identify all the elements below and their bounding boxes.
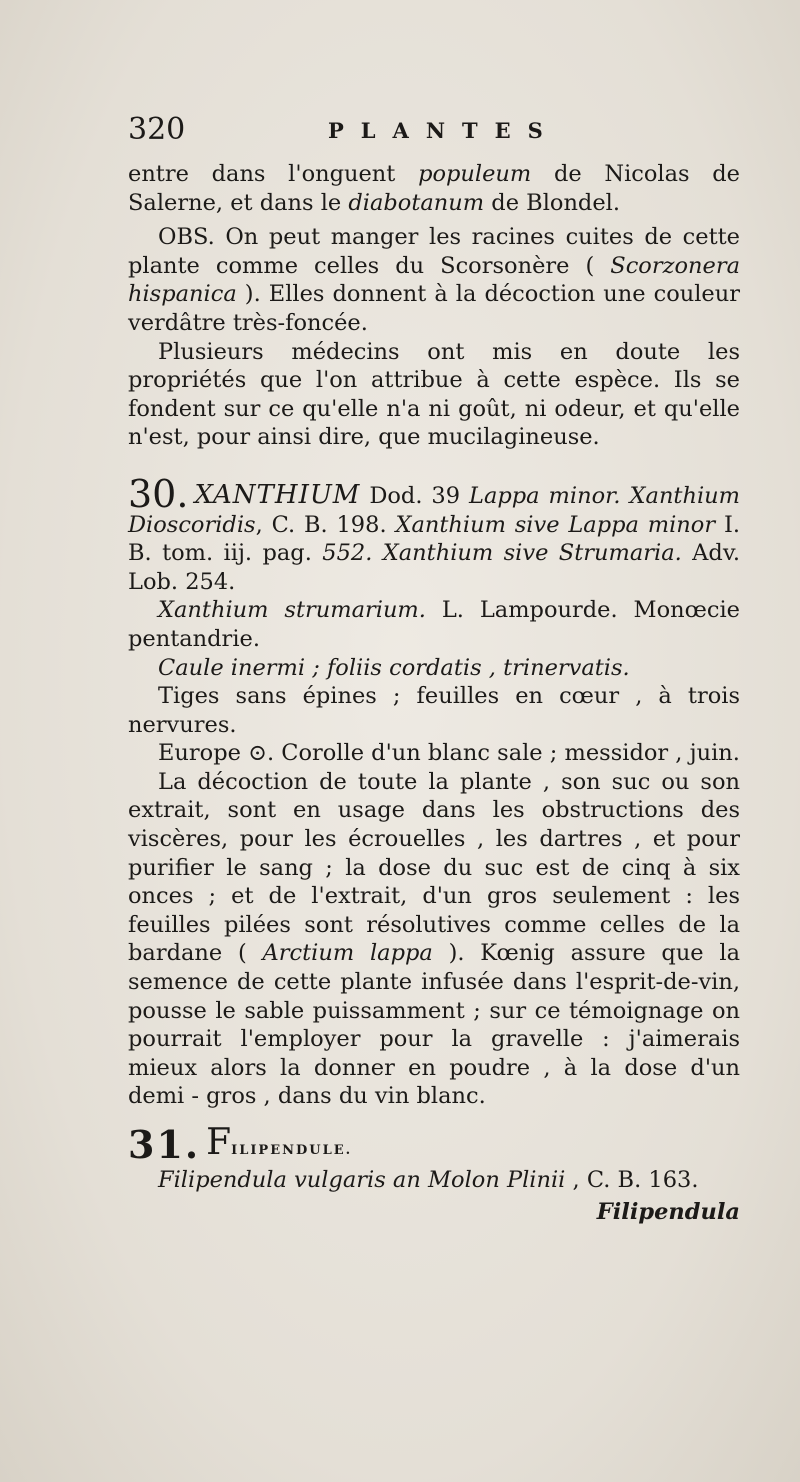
paragraph-continuation: entre dans l'onguent populeum de Nicolas de Salerne, et dans le diabotanum de Blondel. [128, 161, 740, 216]
entry-number: 31. [128, 1122, 201, 1167]
paragraph-properties: Plusieurs médecins ont mis en doute les propriétés que l'on attribue à cette espèce. Ils se fondent sur ce qu'elle n'a ni goût, ni odeur, et qu'elle n'est, pour ainsi dire, que mucilagineuse. [128, 338, 740, 451]
entry-30-heading: 30. XANTHIUM Dod. 39 Lappa minor. Xanthium Dioscoridis, C. B. 198. Xanthium sive Lappa minor I. B. tom. iij. pag. 552. Xanthium sive Strumaria. Adv. Lob. 254. [128, 471, 741, 595]
paragraph-french-description: Tiges sans épines ; feuilles en cœur , à trois nervures. [128, 683, 740, 738]
page-header [128, 112, 738, 152]
paragraph-uses: La décoction de toute la plante , son suc ou son extrait, sont en usage dans les obstructions des viscères, pour les écrouelles , les dartres , et pour purifier le sang ; la dose du suc est de cinq à six onces ; et de l'extrait, d'un gros seulement : les feuilles pilées sont résolutives comme celles de la bardane ( Arctium lappa ). Kœnig assure que la semence de cette plante infusée dans l'esprit-de-vin, pousse le sable puissamment ; sur ce témoignage on pourrait l'employer pour la gravelle : j'aimerais mieux alors la donner en poudre , à la dose d'un demi - gros , dans du vin blanc. [128, 768, 741, 1110]
entry-31-heading: 31. FILIPENDULE. [128, 1122, 353, 1167]
paragraph-latin-description: Caule inermi ; foliis cordatis , trinervatis. [158, 654, 630, 681]
entry-number: 30. [128, 471, 189, 516]
catchword: Filipendula [596, 1199, 740, 1226]
drop-initial: F [206, 1122, 232, 1163]
page-number: 320 [128, 112, 186, 147]
genus-name: XANTHIUM [194, 479, 361, 510]
body-text [128, 160, 740, 1227]
running-head: PLANTES [328, 118, 560, 143]
paragraph-habitat: Europe ⊙. Corolle d'un blanc sale ; messidor , juin. [158, 740, 740, 767]
paragraph-obs: OBS. On peut manger les racines cuites de cette plante comme celles du Scorsonère ( Scorzonera hispanica ). Elles donnent à la décoction une couleur verdâtre très-foncée. [128, 224, 740, 336]
paragraph-synonym: Filipendula vulgaris an Molon Plinii , C. B. 163. [158, 1166, 699, 1193]
paragraph-linnaean-name: Xanthium strumarium. L. Lampourde. Monœcie pentandrie. [128, 597, 740, 652]
